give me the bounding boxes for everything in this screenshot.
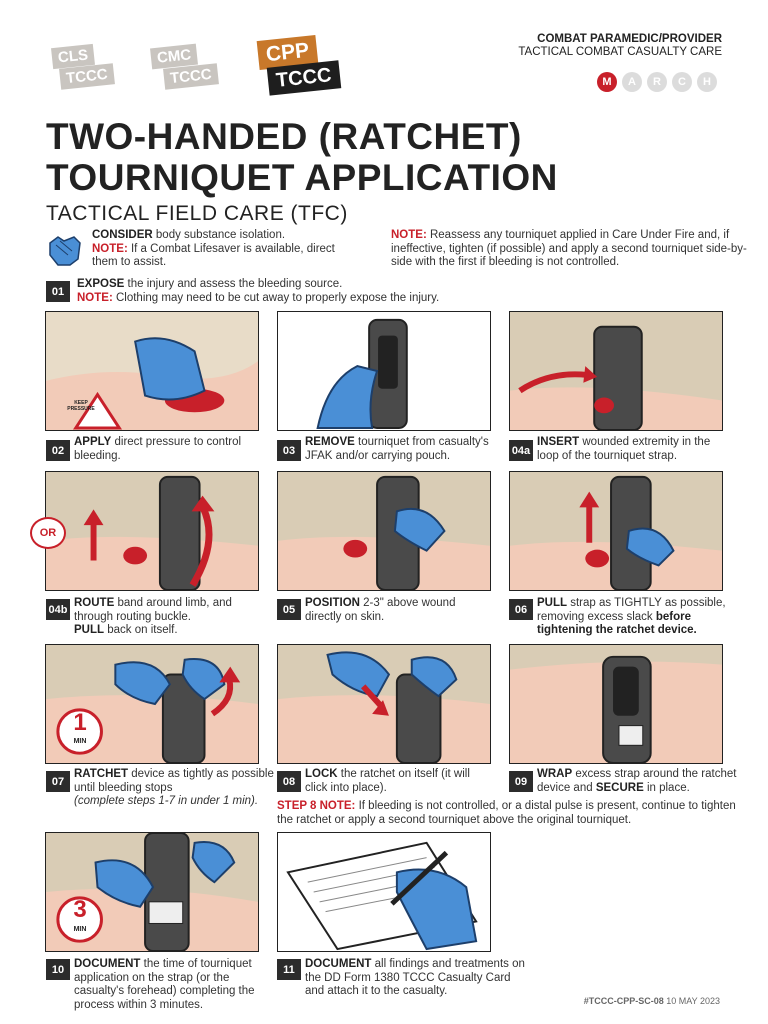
consider-text — [92, 229, 362, 270]
step-01-note-label: NOTE: — [77, 291, 113, 304]
step-03-bold: REMOVE — [305, 436, 355, 448]
step-10-body: the time of tourniquet application on the strap (or the casualty's forehead) completing the process within 3 minutes. — [74, 958, 255, 1011]
step-04b-body: band around limb, and through routing buckle. — [74, 597, 232, 623]
step-06-body: strap as TIGHTLY as possible, removing excess slack — [537, 597, 726, 623]
step-11-text — [305, 958, 530, 999]
march-r: R — [647, 72, 667, 92]
step-04a-bold: INSERT — [537, 436, 580, 448]
step-11-number: 11 — [277, 959, 301, 980]
panel-04b-illustration — [45, 471, 259, 591]
step-07-text — [74, 768, 274, 809]
step-08-number: 08 — [277, 771, 301, 792]
march-h: H — [697, 72, 717, 92]
footer-date: 10 MAY 2023 — [666, 996, 720, 1006]
step-04a-body: wounded extremity in the loop of the tourniquet strap. — [537, 436, 711, 462]
gloves-icon — [44, 229, 84, 269]
page-title — [46, 116, 558, 198]
step-02-number: 02 — [46, 440, 70, 461]
or-marker: OR — [30, 517, 66, 549]
step-8-note — [277, 800, 737, 827]
step-07-number: 07 — [46, 771, 70, 792]
consider-note-label: NOTE: — [92, 242, 128, 255]
march-m: M — [597, 72, 617, 92]
header-right-line1: COMBAT PARAMEDIC/PROVIDER — [537, 33, 722, 45]
panel-05-illustration — [277, 471, 491, 591]
consider-body: body substance isolation. — [152, 229, 286, 241]
footer — [584, 996, 720, 1006]
step-01-body: the injury and assess the bleeding source. — [124, 278, 343, 290]
panel-09-illustration — [509, 644, 723, 764]
step-09-bold: WRAP — [537, 768, 573, 780]
step-08-text — [305, 768, 480, 795]
step-05-text — [305, 597, 480, 624]
step-05-number: 05 — [277, 599, 301, 620]
cls-badge-bottom: TCCC — [59, 63, 115, 89]
panel-03-illustration — [277, 311, 491, 431]
cls-badge-top: CLS — [51, 44, 95, 69]
step-04b-bold: ROUTE — [74, 597, 115, 609]
top-note-body: Reassess any tourniquet applied in Care Under Fire and, if ineffective, tighten (if possible) and apply a second tourniquet side-by-side with the first if bleeding is not controlled. — [391, 229, 747, 268]
top-note — [391, 229, 751, 270]
step-02-body: direct pressure to control bleeding. — [74, 436, 242, 462]
step-01-note-body: Clothing may need to be cut away to properly expose the injury. — [112, 291, 440, 304]
step-09-number: 09 — [509, 771, 533, 792]
step-01-bold: EXPOSE — [77, 278, 125, 290]
panel-10-illustration — [45, 832, 259, 952]
keep-pressure-sign: KEEP PRESSURE — [67, 400, 95, 412]
step-05-body: 2-3" above wound directly on skin. — [305, 597, 456, 623]
timer-1-min-number: 1 — [73, 709, 87, 736]
step-09-text — [537, 768, 742, 795]
step-10-bold: DOCUMENT — [74, 958, 141, 970]
step-01-number: 01 — [46, 281, 70, 302]
step-09-bold2: SECURE — [595, 781, 644, 794]
top-note-label: NOTE: — [391, 229, 427, 241]
step-04b-body2: back on itself. — [104, 624, 178, 636]
step-04a-text — [537, 436, 727, 463]
title-line2: TOURNIQUET APPLICATION — [46, 157, 558, 198]
step-8-note-label: STEP 8 NOTE: — [277, 800, 356, 812]
step-11-bold: DOCUMENT — [305, 958, 372, 970]
step-11-body: all findings and treatments on the DD Form 1380 TCCC Casualty Card and attach it to the casualty. — [305, 958, 525, 997]
step-04b-text — [74, 597, 254, 638]
footer-code: #TCCC-CPP-SC-08 — [583, 996, 664, 1006]
panel-08-illustration — [277, 644, 491, 764]
panel-06-illustration — [509, 471, 723, 591]
step-08-body: the ratchet on itself (it will click into place). — [305, 768, 470, 794]
panel-07-illustration — [45, 644, 259, 764]
step-07-body: device as tightly as possible until bleeding stops — [74, 768, 274, 794]
march-c: C — [672, 72, 692, 92]
consider-label: CONSIDER — [92, 229, 153, 241]
step-09-body2: in place. — [643, 781, 690, 794]
timer-1-min-label: MIN — [73, 738, 87, 745]
header-right-line2: TACTICAL COMBAT CASUALTY CARE — [518, 46, 722, 58]
step-03-body: tourniquet from casualty's JFAK and/or carrying pouch. — [305, 436, 489, 462]
step-07-italic: (complete steps 1-7 in under 1 min). — [74, 795, 259, 807]
cmc-badge-top: CMC — [150, 44, 198, 70]
consider-note-body: If a Combat Lifesaver is available, direct them to assist. — [92, 242, 335, 268]
page-subtitle: TACTICAL FIELD CARE (TFC) — [46, 202, 348, 225]
cpp-badge-top: CPP — [257, 35, 319, 70]
step-02-text — [74, 436, 249, 463]
step-02-bold: APPLY — [74, 436, 112, 448]
title-line1: TWO-HANDED (RATCHET) — [46, 116, 522, 157]
step-8-note-body: If bleeding is not controlled, or a distal pulse is present, continue to tighten the ratchet or apply a second tourniquet above the original tourniquet. — [277, 800, 736, 826]
step-05-bold: POSITION — [305, 597, 360, 609]
step-07-bold: RATCHET — [74, 768, 129, 780]
panel-02-illustration — [45, 311, 259, 431]
step-10-number: 10 — [46, 959, 70, 980]
step-08-bold: LOCK — [305, 768, 338, 780]
step-06-number: 06 — [509, 599, 533, 620]
cpp-badge-bottom: TCCC — [267, 60, 341, 95]
cmc-badge-bottom: TCCC — [163, 63, 219, 89]
step-04a-number: 04a — [509, 440, 533, 461]
header-right — [518, 33, 722, 59]
step-04b-bold2: PULL — [74, 624, 105, 636]
step-04b-number: 04b — [46, 599, 70, 620]
step-10-text — [74, 958, 274, 1012]
step-06-text — [537, 597, 742, 638]
timer-3-min-number: 3 — [73, 896, 87, 923]
step-06-bold: PULL — [537, 597, 568, 609]
panel-04a-illustration — [509, 311, 723, 431]
timer-3-min-label: MIN — [73, 926, 87, 933]
step-03-number: 03 — [277, 440, 301, 461]
step-01-text — [77, 278, 517, 305]
step-09-body: excess strap around the ratchet device and — [537, 768, 737, 794]
step-03-text — [305, 436, 505, 463]
march-a: A — [622, 72, 642, 92]
step-06-bold2: before tightening the ratchet device. — [537, 610, 697, 636]
panel-11-illustration — [277, 832, 491, 952]
